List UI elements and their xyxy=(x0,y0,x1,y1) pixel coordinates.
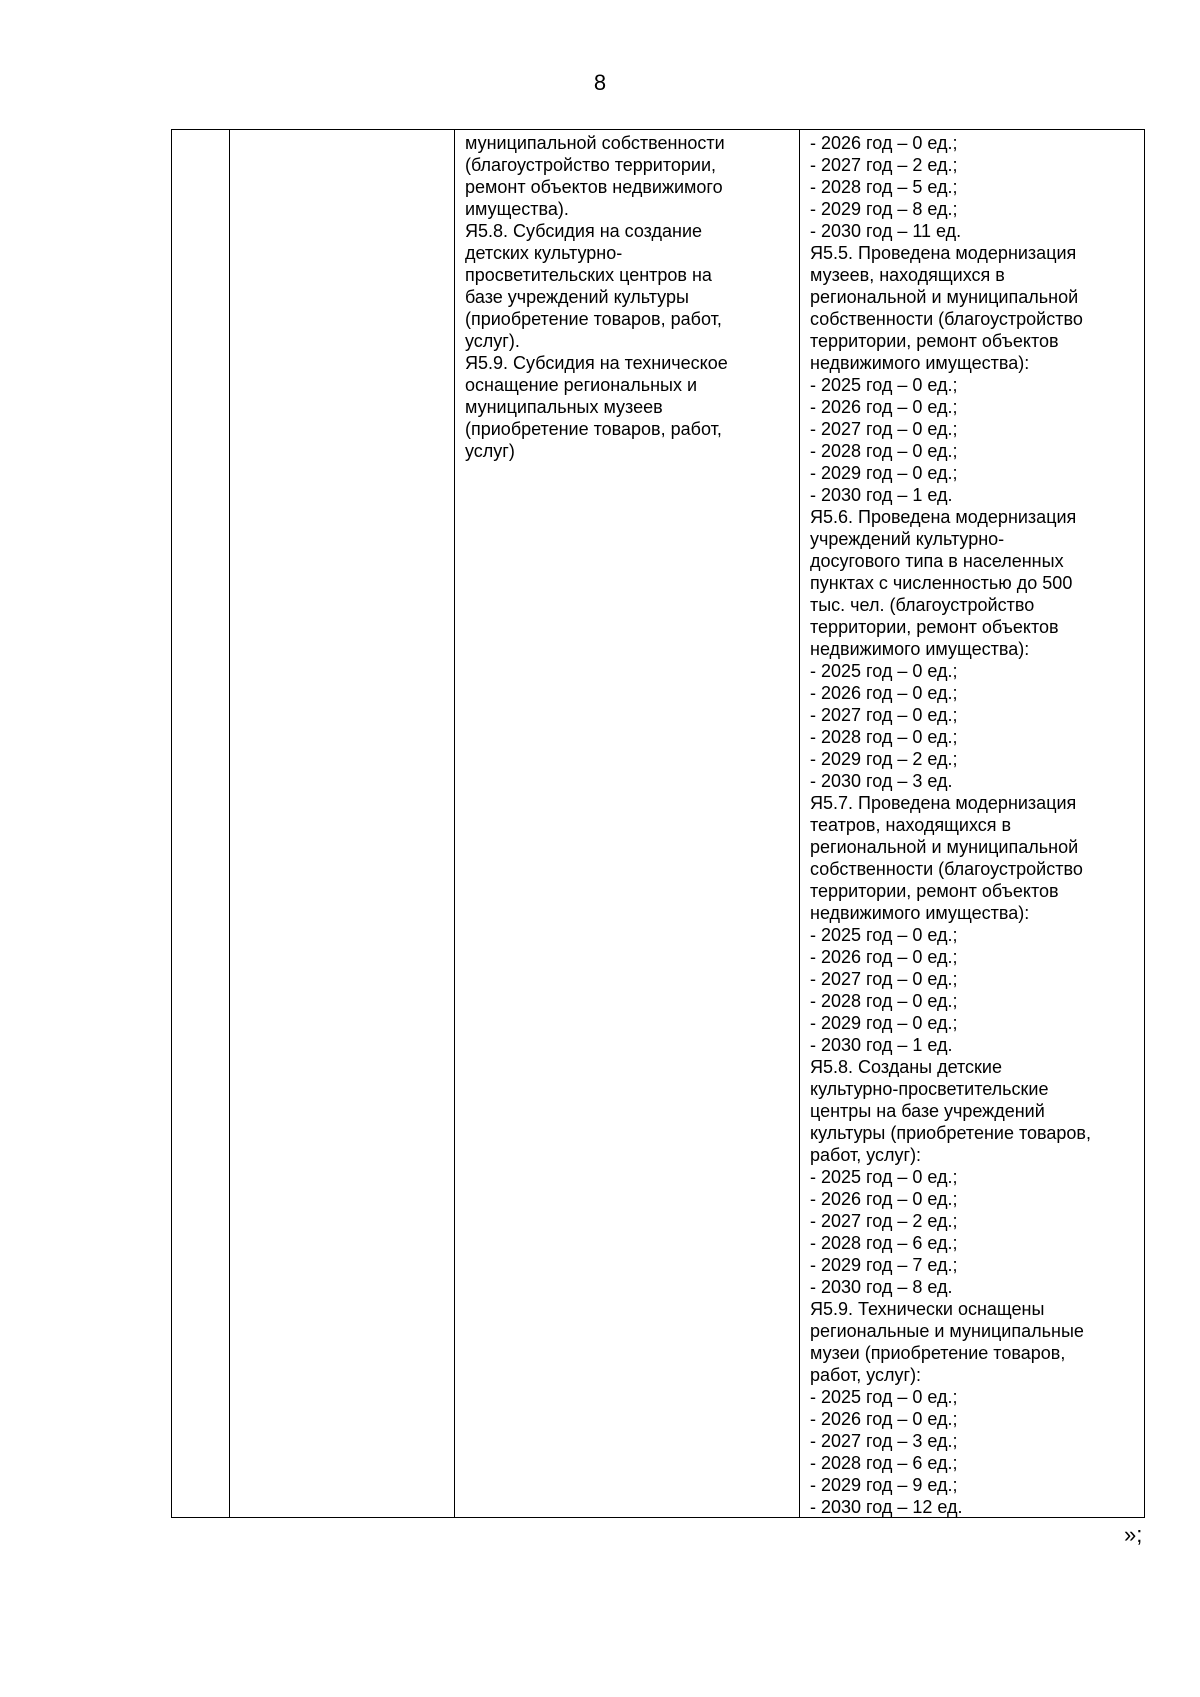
column-measures xyxy=(455,130,800,1517)
results-line: Я5.8. Созданы детские xyxy=(810,1057,1002,1077)
measures-line: оснащение региональных и xyxy=(465,375,698,395)
results-line: - 2026 год – 0 ед.; xyxy=(810,133,958,153)
results-line: собственности (благоустройство xyxy=(810,309,1083,329)
results-line: - 2029 год – 9 ед.; xyxy=(810,1475,958,1495)
results-line: территории, ремонт объектов xyxy=(810,331,1059,351)
results-line: - 2030 год – 12 ед. xyxy=(810,1497,963,1517)
column-number xyxy=(172,130,230,1517)
results-line: - 2025 год – 0 ед.; xyxy=(810,661,958,681)
column-task xyxy=(230,130,455,1517)
measures-line: (благоустройство территории, xyxy=(465,155,717,175)
results-line: - 2030 год – 1 ед. xyxy=(810,485,953,505)
results-line: Я5.7. Проведена модернизация xyxy=(810,793,1077,813)
results-line: региональной и муниципальной xyxy=(810,837,1079,857)
results-line: Я5.9. Технически оснащены xyxy=(810,1299,1045,1319)
measures-text xyxy=(465,132,789,462)
results-line: - 2028 год – 5 ед.; xyxy=(810,177,958,197)
results-line: - 2028 год – 6 ед.; xyxy=(810,1453,958,1473)
results-line: - 2030 год – 1 ед. xyxy=(810,1035,953,1055)
results-line: - 2025 год – 0 ед.; xyxy=(810,925,958,945)
measures-line: детских культурно- xyxy=(465,243,623,263)
measures-line: просветительских центров на xyxy=(465,265,712,285)
results-line: собственности (благоустройство xyxy=(810,859,1083,879)
measures-line: Я5.9. Субсидия на техническое xyxy=(465,353,728,373)
results-line: - 2027 год – 0 ед.; xyxy=(810,969,958,989)
results-line: - 2028 год – 0 ед.; xyxy=(810,991,958,1011)
results-line: недвижимого имущества): xyxy=(810,639,1030,659)
page-number: 8 xyxy=(593,70,607,95)
closing-quote-mark: »; xyxy=(1124,1522,1143,1547)
results-line: музеи (приобретение товаров, xyxy=(810,1343,1066,1363)
measures-line: имущества). xyxy=(465,199,569,219)
results-line: - 2029 год – 0 ед.; xyxy=(810,463,958,483)
measures-line: базе учреждений культуры xyxy=(465,287,689,307)
measures-line: услуг). xyxy=(465,331,520,351)
results-line: - 2028 год – 0 ед.; xyxy=(810,441,958,461)
results-line: тыс. чел. (благоустройство xyxy=(810,595,1035,615)
results-line: - 2030 год – 11 ед. xyxy=(810,221,962,241)
results-line: культуры (приобретение товаров, xyxy=(810,1123,1091,1143)
results-line: недвижимого имущества): xyxy=(810,353,1030,373)
results-line: - 2027 год – 3 ед.; xyxy=(810,1431,958,1451)
results-line: - 2026 год – 0 ед.; xyxy=(810,683,958,703)
results-line: Я5.5. Проведена модернизация xyxy=(810,243,1077,263)
results-line: - 2030 год – 3 ед. xyxy=(810,771,953,791)
results-line: - 2029 год – 7 ед.; xyxy=(810,1255,958,1275)
measures-line: (приобретение товаров, работ, xyxy=(465,419,722,439)
measures-line: Я5.8. Субсидия на создание xyxy=(465,221,703,241)
results-line: - 2026 год – 0 ед.; xyxy=(810,397,958,417)
results-line: - 2027 год – 0 ед.; xyxy=(810,419,958,439)
results-line: Я5.6. Проведена модернизация xyxy=(810,507,1077,527)
results-line: - 2029 год – 8 ед.; xyxy=(810,199,958,219)
results-line: - 2030 год – 8 ед. xyxy=(810,1277,953,1297)
results-line: - 2028 год – 0 ед.; xyxy=(810,727,958,747)
results-line: - 2026 год – 0 ед.; xyxy=(810,1189,958,1209)
results-line: - 2025 год – 0 ед.; xyxy=(810,1387,958,1407)
results-text xyxy=(810,132,1138,1518)
measures-line: ремонт объектов недвижимого xyxy=(465,177,723,197)
results-line: работ, услуг): xyxy=(810,1145,922,1165)
results-line: центры на базе учреждений xyxy=(810,1101,1045,1121)
results-line: региональной и муниципальной xyxy=(810,287,1079,307)
results-line: работ, услуг): xyxy=(810,1365,922,1385)
measures-line: услуг) xyxy=(465,441,515,461)
results-line: - 2025 год – 0 ед.; xyxy=(810,1167,958,1187)
results-line: недвижимого имущества): xyxy=(810,903,1030,923)
results-line: учреждений культурно- xyxy=(810,529,1005,549)
measures-line: муниципальных музеев xyxy=(465,397,663,417)
results-line: - 2027 год – 2 ед.; xyxy=(810,155,958,175)
results-line: культурно-просветительские xyxy=(810,1079,1049,1099)
results-line: территории, ремонт объектов xyxy=(810,881,1059,901)
results-line: театров, находящихся в xyxy=(810,815,1012,835)
results-line: музеев, находящихся в xyxy=(810,265,1005,285)
measures-line: (приобретение товаров, работ, xyxy=(465,309,722,329)
results-line: территории, ремонт объектов xyxy=(810,617,1059,637)
results-line: - 2027 год – 0 ед.; xyxy=(810,705,958,725)
results-line: - 2029 год – 0 ед.; xyxy=(810,1013,958,1033)
results-line: - 2029 год – 2 ед.; xyxy=(810,749,958,769)
results-line: - 2026 год – 0 ед.; xyxy=(810,947,958,967)
results-line: - 2025 год – 0 ед.; xyxy=(810,375,958,395)
continuation-table xyxy=(171,129,1145,1518)
column-results xyxy=(800,130,1144,1517)
results-line: досугового типа в населенных xyxy=(810,551,1064,571)
results-line: - 2027 год – 2 ед.; xyxy=(810,1211,958,1231)
measures-line: муниципальной собственности xyxy=(465,133,725,153)
results-line: - 2028 год – 6 ед.; xyxy=(810,1233,958,1253)
results-line: региональные и муниципальные xyxy=(810,1321,1084,1341)
results-line: - 2026 год – 0 ед.; xyxy=(810,1409,958,1429)
results-line: пунктах с численностью до 500 xyxy=(810,573,1073,593)
